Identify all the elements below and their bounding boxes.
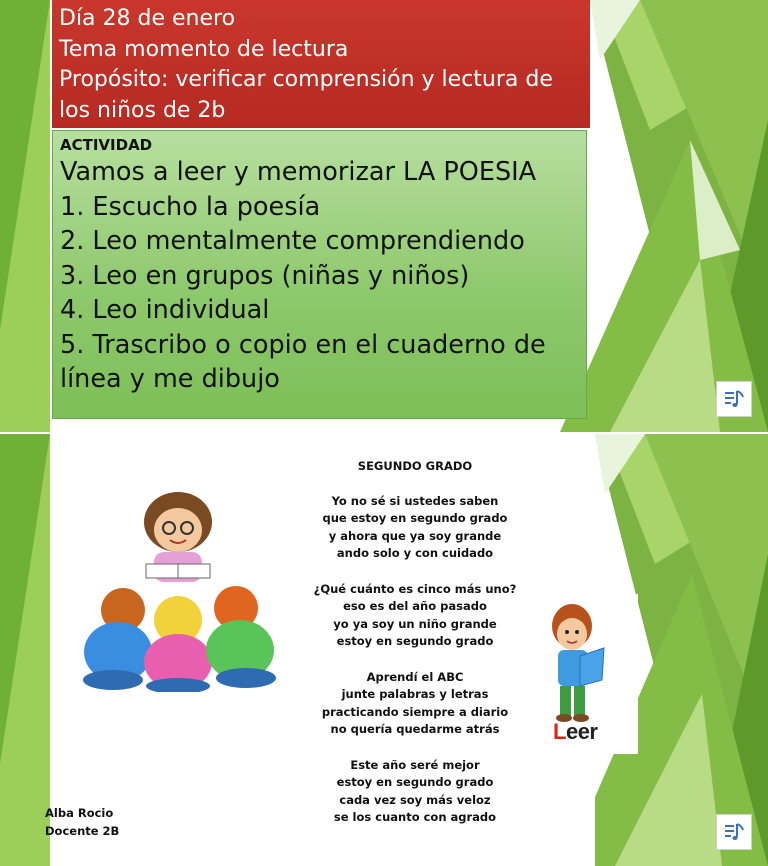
title-line-topic: Tema momento de lectura bbox=[59, 36, 349, 62]
poem-stanza-4 bbox=[270, 757, 560, 827]
leer-label-rest: eer bbox=[565, 719, 598, 744]
poem bbox=[270, 458, 560, 844]
title-line-purpose-cont: los niños de 2b bbox=[59, 97, 226, 123]
activity-step-5: 5. Trascribo o copio en el cuaderno de bbox=[60, 329, 546, 360]
activity-line-intro: Vamos a leer y memorizar LA POESIA bbox=[60, 157, 537, 187]
activity-label: ACTIVIDAD bbox=[60, 136, 153, 154]
slide-2 bbox=[0, 434, 768, 866]
poem-title: SEGUNDO GRADO bbox=[357, 459, 473, 473]
poem-stanza-3 bbox=[270, 669, 560, 739]
poem-line: yo ya soy un niño grande bbox=[333, 616, 497, 631]
poem-line: Aprendí el ABC bbox=[366, 669, 464, 684]
poem-line: ¿Qué cuánto es cinco más uno? bbox=[313, 581, 517, 596]
poem-line: no quería quedarme atrás bbox=[330, 722, 500, 737]
title-box bbox=[52, 0, 590, 128]
author-name: Alba Rocio bbox=[45, 806, 114, 820]
activity-step-2: 2. Leo mentalmente comprendiendo bbox=[60, 226, 525, 256]
activity-step-3: 3. Leo en grupos (niñas y niños) bbox=[60, 260, 470, 291]
poem-line: Este año seré mejor bbox=[350, 757, 480, 772]
activity-step-4: 4. Leo individual bbox=[60, 295, 270, 325]
title-line-purpose: Propósito: verificar comprensión y lectura de bbox=[59, 67, 553, 92]
teacher-reading-illustration bbox=[68, 492, 288, 692]
poem-line: cada vez soy más veloz bbox=[339, 792, 491, 807]
poem-line: junte palabras y letras bbox=[341, 687, 489, 702]
poem-line: estoy en segundo grado bbox=[336, 775, 494, 790]
poem-stanza-2 bbox=[270, 581, 560, 651]
activity-step-5-cont: línea y me dibujo bbox=[60, 364, 280, 394]
poem-line: y ahora que ya soy grande bbox=[328, 528, 502, 543]
poem-line: estoy en segundo grado bbox=[336, 634, 494, 649]
slide-1 bbox=[0, 0, 768, 432]
audio-note-icon[interactable] bbox=[716, 814, 752, 850]
poem-line: ando solo y con cuidado bbox=[336, 546, 494, 561]
author-block bbox=[45, 804, 119, 840]
audio-note-icon[interactable] bbox=[716, 381, 752, 417]
leer-label bbox=[553, 719, 598, 745]
poem-line: Yo no sé si ustedes saben bbox=[331, 493, 499, 508]
activity-box bbox=[52, 130, 587, 419]
poem-line: se los cuanto con agrado bbox=[333, 810, 497, 825]
poem-line: practicando siempre a diario bbox=[321, 704, 509, 719]
activity-step-1: 1. Escucho la poesía bbox=[60, 191, 321, 222]
title-line-date: Día 28 de enero bbox=[59, 6, 236, 31]
poem-line: que estoy en segundo grado bbox=[322, 511, 508, 526]
poem-line: eso es del año pasado bbox=[343, 599, 487, 614]
leer-label-first-letter: L bbox=[553, 719, 566, 744]
poem-stanza-1 bbox=[270, 493, 560, 563]
author-role: Docente 2B bbox=[45, 824, 120, 838]
